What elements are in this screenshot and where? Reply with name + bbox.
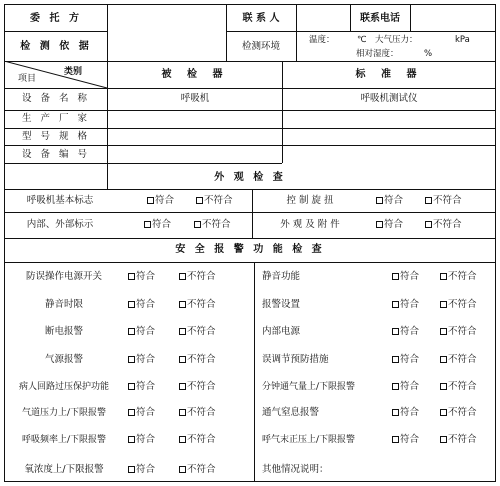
checkbox-icon [128,436,135,443]
grid-line [296,4,297,61]
phone-label: 联系电话 [360,13,400,24]
grid-line [282,61,283,163]
checkbox-icon [440,328,447,335]
checkbox-icon [440,273,447,280]
pass-option[interactable]: 符合 [392,434,419,446]
checkbox-icon [196,197,203,204]
alarm-item-label: 通气窒息报警 [262,407,320,418]
pass-option[interactable]: 符合 [128,326,155,338]
pass-option[interactable]: 符合 [392,381,419,393]
item-label: 项目 [18,74,37,84]
checkbox-icon [425,197,432,204]
checkbox-icon [179,466,186,473]
checkbox-icon [179,356,186,363]
checkbox-icon [425,221,432,228]
checkbox-icon [128,273,135,280]
alarm-item-label: 气道压力上/下限报警 [21,408,107,418]
humidity-label: 相对湿度： [356,49,399,59]
checkbox-icon [194,221,201,228]
alarm-item-label: 报警设置 [262,299,301,310]
pass-option[interactable]: 符合 [392,326,419,338]
checkbox-icon [128,356,135,363]
pass-option[interactable]: 符合 [128,354,155,366]
alarm-item-label: 内部电源 [262,326,301,337]
checkbox-icon [440,436,447,443]
checkbox-icon [392,436,399,443]
appearance-title: 外 观 检 查 [214,172,286,183]
env-label: 检测环境 [241,41,281,52]
pass-option[interactable]: 符合 [392,407,419,419]
fail-option[interactable]: 不符合 [179,381,216,393]
checkbox-icon [392,383,399,390]
pressure-unit: kPa [455,35,470,45]
checkbox-icon [179,436,186,443]
basis-label: 检 测 依 据 [20,41,92,52]
alarm-item-label: 断电报警 [44,326,84,337]
client-label: 委 托 方 [30,13,82,24]
pass-option[interactable]: 符合 [128,299,155,311]
checkbox-icon [179,409,186,416]
pass-option[interactable]: 符合 [392,299,419,311]
fail-option[interactable]: 不符合 [425,195,462,207]
grid-line [4,128,496,129]
fail-option[interactable]: 不符合 [179,407,216,419]
checkbox-icon [179,383,186,390]
alarm-item-label: 防误操作电源开关 [25,271,103,282]
fail-option[interactable]: 不符合 [440,271,477,283]
appearance-item-label: 外 观 及 附 件 [280,219,340,230]
alarm-item-label: 误调节预防措施 [262,354,329,365]
checkbox-icon [440,301,447,308]
grid-line [254,262,255,482]
grid-line [4,163,282,164]
fail-option[interactable]: 不符合 [440,299,477,311]
grid-line [4,262,496,263]
alarm-item-label: 呼吸频率上/下限报警 [21,435,107,445]
grid-line [495,4,496,482]
grid-line [4,145,496,146]
fail-option[interactable]: 不符合 [179,299,216,311]
grid-line [4,212,496,213]
tested-name-value: 呼吸机 [180,93,210,104]
temp-unit: ℃ [357,35,367,45]
grid-line [410,4,411,31]
alarm-item-label: 分钟通气量上/下限报警 [262,382,356,392]
fail-option[interactable]: 不符合 [179,271,216,283]
alarm-item-label: 静音功能 [262,271,301,282]
checkbox-icon [376,221,383,228]
fail-option[interactable]: 不符合 [196,195,233,207]
temp-label: 温度： [309,35,335,45]
fail-option[interactable]: 不符合 [440,326,477,338]
checkbox-icon [392,356,399,363]
row-label: 生 产 厂 家 [21,113,91,124]
alarm-item-label: 氧浓度上/下限报警 [24,464,104,475]
grid-line [4,88,496,89]
checkbox-icon [128,383,135,390]
fail-option[interactable]: 不符合 [194,219,231,231]
checkbox-icon [392,328,399,335]
grid-line [350,4,351,31]
checkbox-icon [376,197,383,204]
grid-line [252,189,253,238]
checkbox-icon [392,409,399,416]
checkbox-icon [147,197,154,204]
category-label: 类别 [64,67,83,77]
fail-option[interactable]: 不符合 [440,407,477,419]
pressure-label: 大气压力： [375,35,418,45]
alarm-item-label: 气源报警 [44,354,84,365]
checkbox-icon [128,409,135,416]
humidity-unit: % [424,49,433,59]
grid-line [4,110,496,111]
fail-option[interactable]: 不符合 [425,219,462,231]
checkbox-icon [144,221,151,228]
grid-line [4,189,496,190]
calibration-form [4,4,496,482]
appearance-item-label: 呼吸机基本标志 [26,195,94,206]
grid-line [226,4,227,61]
pass-option[interactable]: 符合 [144,219,171,231]
checkbox-icon [128,466,135,473]
grid-line [226,31,496,32]
pass-option[interactable]: 符合 [376,195,403,207]
grid-line [107,4,108,189]
checkbox-icon [440,383,447,390]
grid-line [4,4,496,5]
pass-option[interactable]: 符合 [128,464,155,476]
contact-label: 联 系 人 [242,13,280,24]
grid-line [4,31,107,32]
alarm-title: 安 全 报 警 功 能 检 查 [175,244,325,255]
alarm-item-label: 病人回路过压保护功能 [18,382,110,392]
pass-option[interactable]: 符合 [128,434,155,446]
grid-line [4,238,496,239]
alarm-item-label: 静音时限 [44,299,84,310]
row-label: 设 备 名 称 [21,93,91,104]
checkbox-icon [179,301,186,308]
checkbox-icon [392,273,399,280]
fail-option[interactable]: 不符合 [440,354,477,366]
pass-option[interactable]: 符合 [128,381,155,393]
appearance-item-label: 控 制 旋 扭 [286,195,334,206]
row-label: 设 备 编 号 [21,149,91,160]
row-label: 型 号 规 格 [21,131,91,142]
checkbox-icon [128,301,135,308]
tested-label: 被 检 器 [161,69,229,80]
alarm-item-label: 呼气末正压上/下限报警 [262,435,356,445]
fail-option[interactable]: 不符合 [440,434,477,446]
fail-option[interactable]: 不符合 [179,434,216,446]
pass-option[interactable]: 符合 [147,195,174,207]
fail-option[interactable]: 不符合 [179,464,216,476]
fail-option[interactable]: 不符合 [179,326,216,338]
grid-line [4,481,496,482]
checkbox-icon [440,409,447,416]
checkbox-icon [392,301,399,308]
checkbox-icon [128,328,135,335]
other-notes-label: 其他情况说明： [262,464,329,475]
standard-label: 标 准 器 [355,69,423,80]
fail-option[interactable]: 不符合 [440,381,477,393]
pass-option[interactable]: 符合 [392,271,419,283]
checkbox-icon [440,356,447,363]
checkbox-icon [179,328,186,335]
appearance-item-label: 内部、外部标示 [26,219,94,230]
pass-option[interactable]: 符合 [128,271,155,283]
pass-option[interactable]: 符合 [376,219,403,231]
pass-option[interactable]: 符合 [128,407,155,419]
fail-option[interactable]: 不符合 [179,354,216,366]
standard-name-value: 呼吸机测试仪 [360,93,418,104]
pass-option[interactable]: 符合 [392,354,419,366]
checkbox-icon [179,273,186,280]
